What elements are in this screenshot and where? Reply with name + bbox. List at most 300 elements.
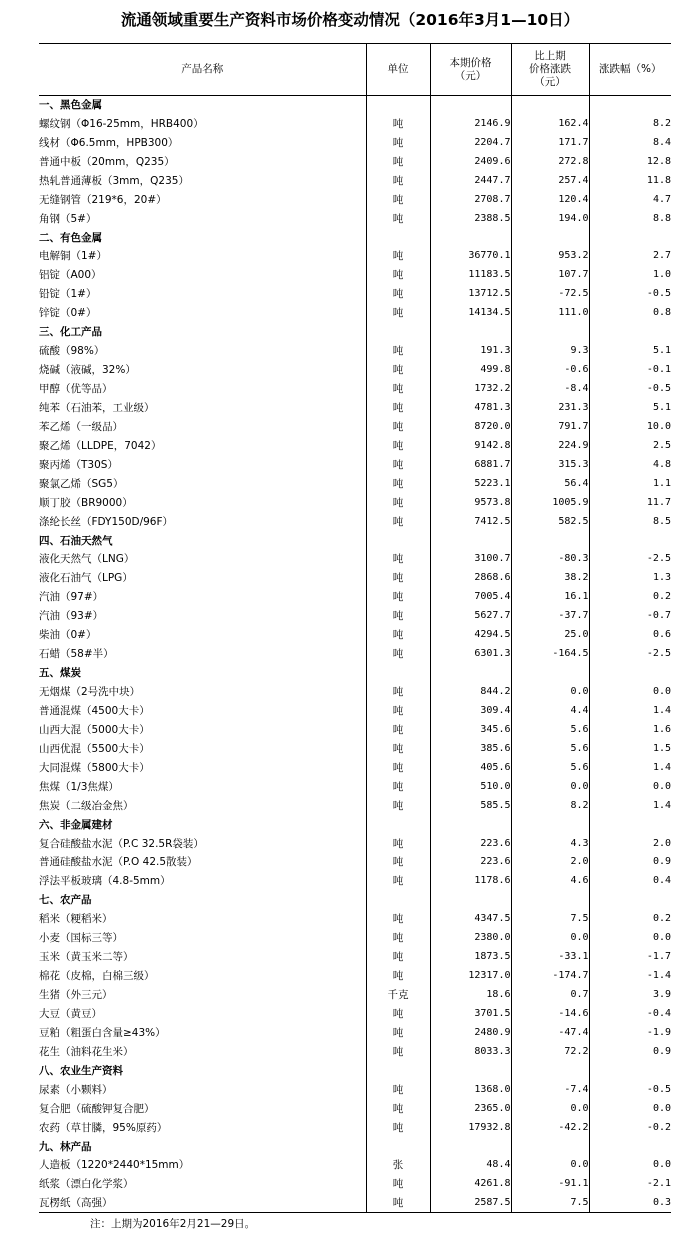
change-cell: 0.7: [511, 986, 589, 1005]
table-header: [39, 44, 671, 96]
pct-cell: 8.8: [589, 209, 671, 228]
pct-cell: 2.0: [589, 834, 671, 853]
empty-cell: [511, 1137, 589, 1156]
pct-cell: 1.5: [589, 739, 671, 758]
pct-cell: 0.2: [589, 910, 671, 929]
table-row: [39, 380, 671, 399]
table-row: [39, 399, 671, 418]
table-body: [39, 96, 671, 1213]
product-name: 汽油（97#）: [39, 591, 104, 604]
empty-cell: [430, 1061, 511, 1080]
table-row: [39, 967, 671, 986]
pct-cell: 4.8: [589, 455, 671, 474]
price-cell: 4261.8: [430, 1175, 511, 1194]
empty-cell: [589, 1137, 671, 1156]
unit-cell: 吨: [366, 588, 430, 607]
empty-cell: [366, 96, 430, 115]
change-cell: -80.3: [511, 550, 589, 569]
price-cell: 9142.8: [430, 436, 511, 455]
change-cell: -7.4: [511, 1080, 589, 1099]
table-row: [39, 626, 671, 645]
category-title: 二、有色金属: [39, 231, 102, 244]
table-row: [39, 1099, 671, 1118]
unit-cell: 吨: [366, 758, 430, 777]
category-row: [39, 228, 671, 247]
product-name: 铝锭（A00）: [39, 269, 102, 282]
product-name: 瓦楞纸（高强）: [39, 1194, 366, 1213]
product-name: 复合肥（硫酸钾复合肥）: [39, 1102, 155, 1115]
unit-cell: 吨: [366, 361, 430, 380]
price-cell: 1732.2: [430, 380, 511, 399]
table-row: [39, 1005, 671, 1024]
pct-cell: 1.1: [589, 474, 671, 493]
unit-cell: 吨: [366, 645, 430, 664]
pct-cell: 3.9: [589, 986, 671, 1005]
product-name: 苯乙烯（一级品）: [39, 420, 123, 433]
change-cell: 0.0: [511, 1099, 589, 1118]
page-title: 流通领域重要生产资料市场价格变动情况（2016年3月1—10日）: [120, 11, 580, 29]
unit-cell: 吨: [366, 266, 430, 285]
table-row: [39, 550, 671, 569]
pct-cell: -1.7: [589, 948, 671, 967]
pct-cell: 8.5: [589, 512, 671, 531]
pct-cell: 0.6: [589, 626, 671, 645]
change-cell: 4.6: [511, 872, 589, 891]
empty-cell: [511, 96, 589, 115]
header-row: [39, 44, 671, 96]
unit-cell: 吨: [366, 285, 430, 304]
unit-cell: 吨: [366, 720, 430, 739]
table-row: [39, 417, 671, 436]
change-cell: 257.4: [511, 171, 589, 190]
unit-cell: 吨: [366, 1175, 430, 1194]
pct-cell: -2.5: [589, 645, 671, 664]
table-row: [39, 1118, 671, 1137]
product-name: 电解铜（1#）: [39, 250, 107, 263]
unit-cell: 吨: [366, 399, 430, 418]
change-cell: 194.0: [511, 209, 589, 228]
empty-cell: [366, 228, 430, 247]
price-cell: 385.6: [430, 739, 511, 758]
product-name: 涤纶长丝（FDY150D/96F）: [39, 515, 174, 528]
unit-cell: 吨: [366, 910, 430, 929]
change-cell: 72.2: [511, 1042, 589, 1061]
pct-cell: 1.4: [589, 758, 671, 777]
category-title: 六、非金属建材: [39, 818, 113, 831]
pct-cell: 0.3: [589, 1194, 671, 1213]
unit-cell: 吨: [366, 1080, 430, 1099]
header-price-line1: 本期价格: [449, 56, 492, 69]
price-cell: 5223.1: [430, 474, 511, 493]
change-cell: 7.5: [511, 1194, 589, 1213]
product-name: 汽油（93#）: [39, 610, 104, 623]
change-cell: -33.1: [511, 948, 589, 967]
unit-cell: 千克: [366, 986, 430, 1005]
product-name: 尿素（小颗料）: [39, 1083, 113, 1096]
unit-cell: 吨: [366, 967, 430, 986]
table-row: [39, 796, 671, 815]
price-cell: 345.6: [430, 720, 511, 739]
pct-cell: 2.7: [589, 247, 671, 266]
table-row: [39, 758, 671, 777]
pct-cell: -0.7: [589, 607, 671, 626]
category-row: [39, 815, 671, 834]
table-row: [39, 1023, 671, 1042]
table-row: [39, 739, 671, 758]
product-name: 无缝钢管（219*6，20#）: [39, 193, 167, 206]
unit-cell: 吨: [366, 247, 430, 266]
pct-cell: 1.6: [589, 720, 671, 739]
unit-cell: 吨: [366, 190, 430, 209]
header-price: [430, 44, 511, 96]
unit-cell: 吨: [366, 702, 430, 721]
change-cell: -72.5: [511, 285, 589, 304]
pct-cell: 2.5: [589, 436, 671, 455]
product-name: 石蜡（58#半）: [39, 648, 114, 661]
table-row: [39, 171, 671, 190]
change-cell: 953.2: [511, 247, 589, 266]
header-change-line2: 价格涨跌: [529, 63, 571, 75]
product-name: 纯苯（石油苯，工业级）: [39, 401, 155, 414]
price-cell: 4294.5: [430, 626, 511, 645]
change-cell: 0.0: [511, 777, 589, 796]
pct-cell: 0.2: [589, 588, 671, 607]
empty-cell: [589, 891, 671, 910]
change-cell: 4.4: [511, 702, 589, 721]
table-row: [39, 569, 671, 588]
pct-cell: 8.2: [589, 114, 671, 133]
category-title: 五、煤炭: [39, 667, 81, 680]
price-cell: 223.6: [430, 853, 511, 872]
category-row: [39, 1137, 671, 1156]
table-row: [39, 133, 671, 152]
header-unit: 单位: [366, 44, 430, 96]
price-cell: 499.8: [430, 361, 511, 380]
category-title: 一、黑色金属: [39, 99, 102, 112]
change-cell: 107.7: [511, 266, 589, 285]
product-name: 热轧普通薄板（3mm，Q235）: [39, 174, 189, 187]
empty-cell: [589, 815, 671, 834]
unit-cell: 吨: [366, 777, 430, 796]
empty-cell: [511, 891, 589, 910]
pct-cell: 4.7: [589, 190, 671, 209]
change-cell: 9.3: [511, 342, 589, 361]
empty-cell: [589, 531, 671, 550]
price-cell: 7412.5: [430, 512, 511, 531]
footnote: 注：上期为2016年2月21—29日。: [90, 1218, 256, 1230]
price-cell: 13712.5: [430, 285, 511, 304]
product-name: 豆粕（粗蛋白含量≥43%）: [39, 1026, 166, 1039]
product-name: 生猪（外三元）: [39, 989, 113, 1002]
category-row: [39, 323, 671, 342]
table-row: [39, 777, 671, 796]
unit-cell: 吨: [366, 1005, 430, 1024]
unit-cell: 吨: [366, 152, 430, 171]
table-row: [39, 834, 671, 853]
category-row: [39, 96, 671, 115]
price-cell: 11183.5: [430, 266, 511, 285]
product-name: 聚丙烯（T30S）: [39, 458, 118, 471]
product-name: 玉米（黄玉米二等）: [39, 951, 134, 964]
empty-cell: [430, 815, 511, 834]
pct-cell: 12.8: [589, 152, 671, 171]
table-row: [39, 1042, 671, 1061]
unit-cell: 吨: [366, 171, 430, 190]
change-cell: 25.0: [511, 626, 589, 645]
empty-cell: [589, 228, 671, 247]
pct-cell: 1.4: [589, 796, 671, 815]
unit-cell: 吨: [366, 1023, 430, 1042]
pct-cell: -0.4: [589, 1005, 671, 1024]
unit-cell: 吨: [366, 512, 430, 531]
change-cell: 111.0: [511, 304, 589, 323]
price-cell: 309.4: [430, 702, 511, 721]
price-cell: 1178.6: [430, 872, 511, 891]
change-cell: -42.2: [511, 1118, 589, 1137]
table-row: [39, 1194, 671, 1213]
product-name: 柴油（0#）: [39, 629, 97, 642]
header-price-line2: （元）: [454, 69, 487, 82]
table-row: [39, 702, 671, 721]
header-pct: 涨跌幅（%）: [589, 44, 671, 96]
table-row: [39, 872, 671, 891]
unit-cell: 吨: [366, 853, 430, 872]
empty-cell: [511, 664, 589, 683]
price-cell: 510.0: [430, 777, 511, 796]
empty-cell: [589, 323, 671, 342]
price-cell: 4781.3: [430, 399, 511, 418]
empty-cell: [511, 531, 589, 550]
product-name: 山西大混（5000大卡）: [39, 723, 150, 736]
pct-cell: 0.0: [589, 929, 671, 948]
price-cell: 2204.7: [430, 133, 511, 152]
empty-cell: [430, 664, 511, 683]
unit-cell: 吨: [366, 1042, 430, 1061]
empty-cell: [366, 664, 430, 683]
change-cell: -47.4: [511, 1023, 589, 1042]
change-cell: 0.0: [511, 1156, 589, 1175]
product-name: 螺纹钢（Φ16-25mm，HRB400）: [39, 117, 204, 130]
empty-cell: [511, 323, 589, 342]
unit-cell: 吨: [366, 834, 430, 853]
pct-cell: 8.4: [589, 133, 671, 152]
pct-cell: -2.1: [589, 1175, 671, 1194]
table-row: [39, 114, 671, 133]
header-change-line3: （元）: [534, 76, 566, 88]
product-name: 普通混煤（4500大卡）: [39, 704, 150, 717]
unit-cell: 吨: [366, 209, 430, 228]
unit-cell: 吨: [366, 1118, 430, 1137]
header-change-line1: 比上期: [534, 50, 566, 62]
product-name: 普通中板（20mm，Q235）: [39, 155, 175, 168]
pct-cell: -2.5: [589, 550, 671, 569]
product-name: 角钢（5#）: [39, 212, 97, 225]
pct-cell: -0.5: [589, 285, 671, 304]
empty-cell: [366, 1137, 430, 1156]
change-cell: -8.4: [511, 380, 589, 399]
table-row: [39, 512, 671, 531]
product-name: 烧碱（液碱，32%）: [39, 364, 136, 377]
price-cell: 844.2: [430, 683, 511, 702]
empty-cell: [366, 1061, 430, 1080]
product-name: 甲醇（优等品）: [39, 383, 113, 396]
pct-cell: 0.0: [589, 777, 671, 796]
price-cell: 12317.0: [430, 967, 511, 986]
change-cell: 16.1: [511, 588, 589, 607]
empty-cell: [589, 664, 671, 683]
product-name: 纸浆（漂白化学浆）: [39, 1178, 134, 1191]
table-row: [39, 948, 671, 967]
change-cell: -164.5: [511, 645, 589, 664]
table-row: [39, 285, 671, 304]
pct-cell: 1.4: [589, 702, 671, 721]
price-cell: 1873.5: [430, 948, 511, 967]
product-name: 无烟煤（2号洗中块）: [39, 686, 141, 699]
unit-cell: 吨: [366, 929, 430, 948]
table-row: [39, 209, 671, 228]
pct-cell: 0.9: [589, 1042, 671, 1061]
product-name: 焦煤（1/3焦煤）: [39, 780, 119, 793]
empty-cell: [430, 891, 511, 910]
change-cell: -37.7: [511, 607, 589, 626]
pct-cell: -1.9: [589, 1023, 671, 1042]
category-title: 九、林产品: [39, 1140, 92, 1153]
pct-cell: 1.3: [589, 569, 671, 588]
empty-cell: [430, 1137, 511, 1156]
price-table: [39, 43, 671, 1213]
table-row: [39, 436, 671, 455]
pct-cell: 0.8: [589, 304, 671, 323]
price-cell: 6881.7: [430, 455, 511, 474]
product-name: 焦炭（二级冶金焦）: [39, 799, 134, 812]
table-row: [39, 152, 671, 171]
empty-cell: [511, 1061, 589, 1080]
price-cell: 585.5: [430, 796, 511, 815]
price-cell: 5627.7: [430, 607, 511, 626]
table-row: [39, 986, 671, 1005]
unit-cell: 吨: [366, 550, 430, 569]
price-cell: 2388.5: [430, 209, 511, 228]
pct-cell: 0.0: [589, 1099, 671, 1118]
empty-cell: [430, 323, 511, 342]
price-cell: 405.6: [430, 758, 511, 777]
table-row: [39, 190, 671, 209]
product-name: 液化天然气（LNG）: [39, 553, 135, 566]
change-cell: 8.2: [511, 796, 589, 815]
price-cell: 9573.8: [430, 493, 511, 512]
pct-cell: 11.7: [589, 493, 671, 512]
table-row: [39, 342, 671, 361]
table-row: [39, 1156, 671, 1175]
unit-cell: 吨: [366, 417, 430, 436]
header-product-name: 产品名称: [39, 44, 366, 96]
price-cell: 2480.9: [430, 1023, 511, 1042]
price-cell: 3100.7: [430, 550, 511, 569]
price-cell: 3701.5: [430, 1005, 511, 1024]
empty-cell: [511, 228, 589, 247]
pct-cell: -0.5: [589, 1080, 671, 1099]
empty-cell: [511, 815, 589, 834]
pct-cell: 0.9: [589, 853, 671, 872]
price-cell: 4347.5: [430, 910, 511, 929]
table-row: [39, 853, 671, 872]
table-row: [39, 645, 671, 664]
product-name: 大同混煤（5800大卡）: [39, 761, 150, 774]
category-row: [39, 891, 671, 910]
change-cell: 1005.9: [511, 493, 589, 512]
unit-cell: 张: [366, 1156, 430, 1175]
price-cell: 7005.4: [430, 588, 511, 607]
pct-cell: 11.8: [589, 171, 671, 190]
pct-cell: -0.5: [589, 380, 671, 399]
change-cell: 5.6: [511, 758, 589, 777]
change-cell: 0.0: [511, 929, 589, 948]
category-title: 三、化工产品: [39, 326, 102, 339]
change-cell: -14.6: [511, 1005, 589, 1024]
change-cell: -0.6: [511, 361, 589, 380]
category-title: 四、石油天然气: [39, 534, 113, 547]
price-cell: 8720.0: [430, 417, 511, 436]
price-cell: 18.6: [430, 986, 511, 1005]
product-name: 聚乙烯（LLDPE，7042）: [39, 439, 162, 452]
price-cell: 2380.0: [430, 929, 511, 948]
price-cell: 1368.0: [430, 1080, 511, 1099]
change-cell: 791.7: [511, 417, 589, 436]
price-cell: 2868.6: [430, 569, 511, 588]
price-cell: 48.4: [430, 1156, 511, 1175]
unit-cell: 吨: [366, 1099, 430, 1118]
unit-cell: 吨: [366, 474, 430, 493]
price-cell: 223.6: [430, 834, 511, 853]
table-row: [39, 361, 671, 380]
empty-cell: [589, 96, 671, 115]
unit-cell: 吨: [366, 436, 430, 455]
unit-cell: 吨: [366, 872, 430, 891]
empty-cell: [366, 815, 430, 834]
table-row: [39, 304, 671, 323]
product-name: 稻米（粳稻米）: [39, 913, 113, 926]
table-row: [39, 683, 671, 702]
change-cell: 5.6: [511, 720, 589, 739]
change-cell: 162.4: [511, 114, 589, 133]
unit-cell: 吨: [366, 626, 430, 645]
pct-cell: 5.1: [589, 342, 671, 361]
price-cell: 2146.9: [430, 114, 511, 133]
unit-cell: 吨: [366, 493, 430, 512]
table-row: [39, 266, 671, 285]
product-name: 线材（Φ6.5mm，HPB300）: [39, 136, 179, 149]
unit-cell: 吨: [366, 569, 430, 588]
product-name: 锌锭（0#）: [39, 307, 97, 320]
category-title: 八、农业生产资料: [39, 1064, 123, 1077]
change-cell: 0.0: [511, 683, 589, 702]
table-row: [39, 588, 671, 607]
table-row: [39, 247, 671, 266]
price-cell: 8033.3: [430, 1042, 511, 1061]
product-name: 复合硅酸盐水泥（P.C 32.5R袋装）: [39, 837, 204, 850]
price-cell: 2447.7: [430, 171, 511, 190]
unit-cell: 吨: [366, 739, 430, 758]
change-cell: 272.8: [511, 152, 589, 171]
pct-cell: -1.4: [589, 967, 671, 986]
empty-cell: [366, 323, 430, 342]
product-name: 棉花（皮棉，白棉三级）: [39, 970, 155, 983]
product-name: 液化石油气（LPG）: [39, 572, 133, 585]
change-cell: 224.9: [511, 436, 589, 455]
change-cell: 582.5: [511, 512, 589, 531]
pct-cell: -0.2: [589, 1118, 671, 1137]
unit-cell: 吨: [366, 304, 430, 323]
